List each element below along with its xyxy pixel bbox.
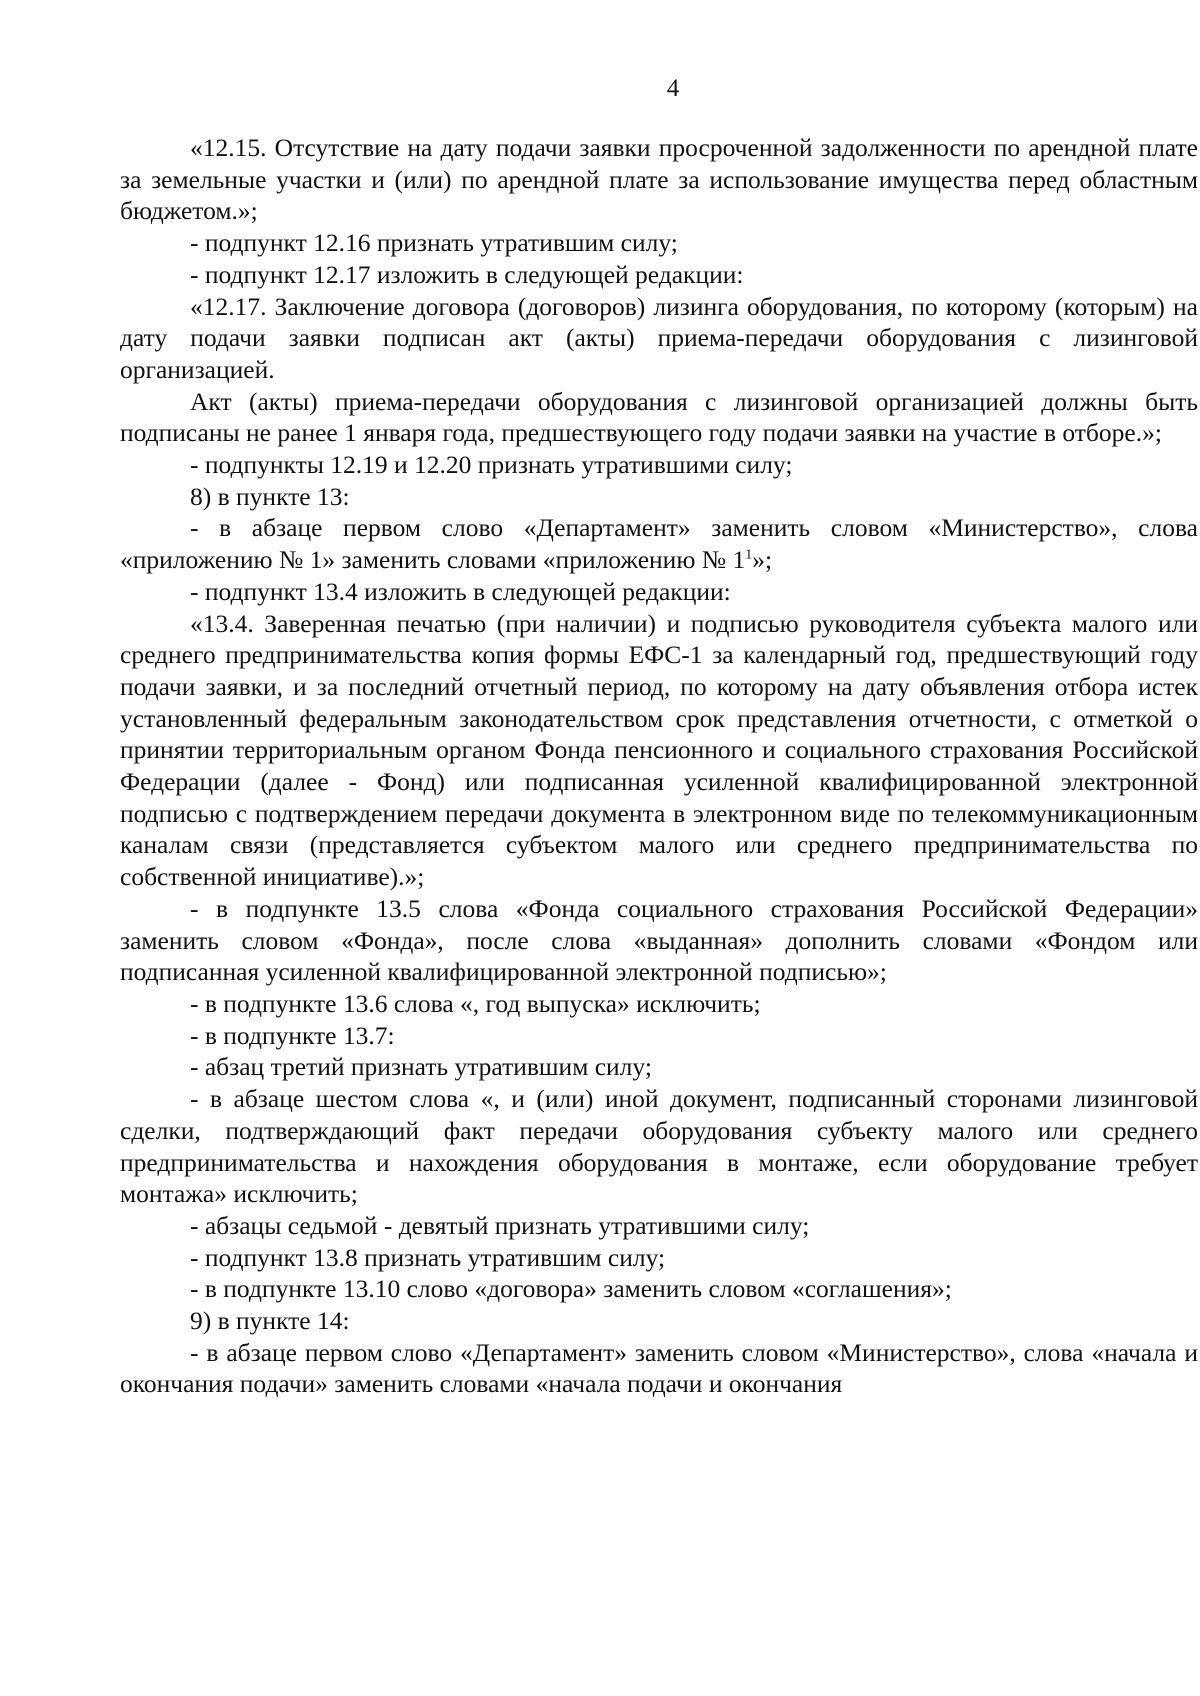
paragraph-14-first-abzac: - в абзаце первом слово «Департамент» заменить словом «Министерство», слова «начала и окончания подачи» заменить словами «начала подачи и окончания — [120, 1337, 1198, 1399]
superscript-one: 1 — [745, 547, 753, 563]
paragraph-12-17-text: «12.17. Заключение договора (договоров) лизинга оборудования, по которому (которым) на дату подачи заявки подписан акт (акты) приема-передачи оборудования с лизинговой организацией. — [120, 291, 1198, 384]
paragraph-12-17-intro: - подпункт 12.17 изложить в следующей редакции: — [190, 259, 744, 289]
paragraph-13-7-abzac-7-9: - абзацы седьмой - девятый признать утратившими силу; — [190, 1210, 810, 1240]
paragraph-13-first-abzac-text: - в абзаце первом слово «Департамент» заменить словом «Министерство», слова «приложению № 1» заменить словами «приложению № 1 — [120, 513, 1198, 575]
paragraph-13-6: - в подпункте 13.6 слова «, год выпуска» исключить; — [190, 988, 761, 1018]
paragraph-13-first-abzac — [120, 512, 1198, 575]
paragraph-13-5: - в подпункте 13.5 слова «Фонда социального страхования Российской Федерации» заменить словом «Фонда», после слова «выданная» дополнить словами «Фондом или подписанная усиленной квалифицированной электронной подписью»; — [120, 893, 1198, 987]
paragraph-12-19-12-20: - подпункты 12.19 и 12.20 признать утратившими силу; — [190, 450, 793, 480]
paragraph-item-9: 9) в пункте 14: — [190, 1306, 350, 1336]
paragraph-13-7: - в подпункте 13.7: — [190, 1020, 395, 1050]
page-number: 4 — [666, 75, 680, 102]
paragraph-12-16: - подпункт 12.16 признать утратившим силу; — [190, 228, 678, 258]
paragraph-13-7-abzac-3: - абзац третий признать утратившим силу; — [190, 1052, 652, 1082]
paragraph-12-17-act: Акт (акты) приема-передачи оборудования с лизинговой организацией должны быть подписаны не ранее 1 января года, предшествующего году подачи заявки на участие в отборе.»; — [120, 386, 1198, 448]
paragraph-13-8: - подпункт 13.8 признать утратившим силу; — [190, 1242, 666, 1272]
paragraph-13-first-abzac-end: »; — [752, 545, 773, 575]
paragraph-12-15: «12.15. Отсутствие на дату подачи заявки просроченной задолженности по арендной плате за земельные участки и (или) по арендной плате за использование имущества перед областным бюджетом.»; — [120, 133, 1198, 226]
paragraph-13-10: - в подпункте 13.10 слово «договора» заменить словом «соглашения»; — [190, 1274, 952, 1304]
paragraph-item-8: 8) в пункте 13: — [190, 481, 350, 511]
paragraph-13-7-abzac-6: - в абзаце шестом слова «, и (или) иной документ, подписанный сторонами лизинговой сделки, подтверждающий факт передачи оборудования субъекту малого или среднего предпринимательства и нахождения оборудования в монтаже, если оборудование требует монтажа» исключить; — [120, 1084, 1198, 1209]
document-body — [120, 132, 1198, 1400]
paragraph-13-4-text: «13.4. Заверенная печатью (при наличии) и подписью руководителя субъекта малого или среднего предпринимательства копия формы ЕФС-1 за календарный год, предшествующий году подачи заявки, и за последний отчетный период, по которому на дату объявления отбора истек установленный федеральным законодательством срок представления отчетности, с отметкой о принятии территориальным органом Фонда пенсионного и социального страхования Российской Федерации (далее - Фонд) или подписанная усиленной квалифицированной электронной подписью с подтверждением передачи документа в электронном виде по телекоммуникационным каналам связи (представляется субъектом малого или среднего предпринимательства по собственной инициативе).»; — [120, 608, 1198, 892]
paragraph-13-4-intro: - подпункт 13.4 изложить в следующей редакции: — [190, 576, 731, 606]
